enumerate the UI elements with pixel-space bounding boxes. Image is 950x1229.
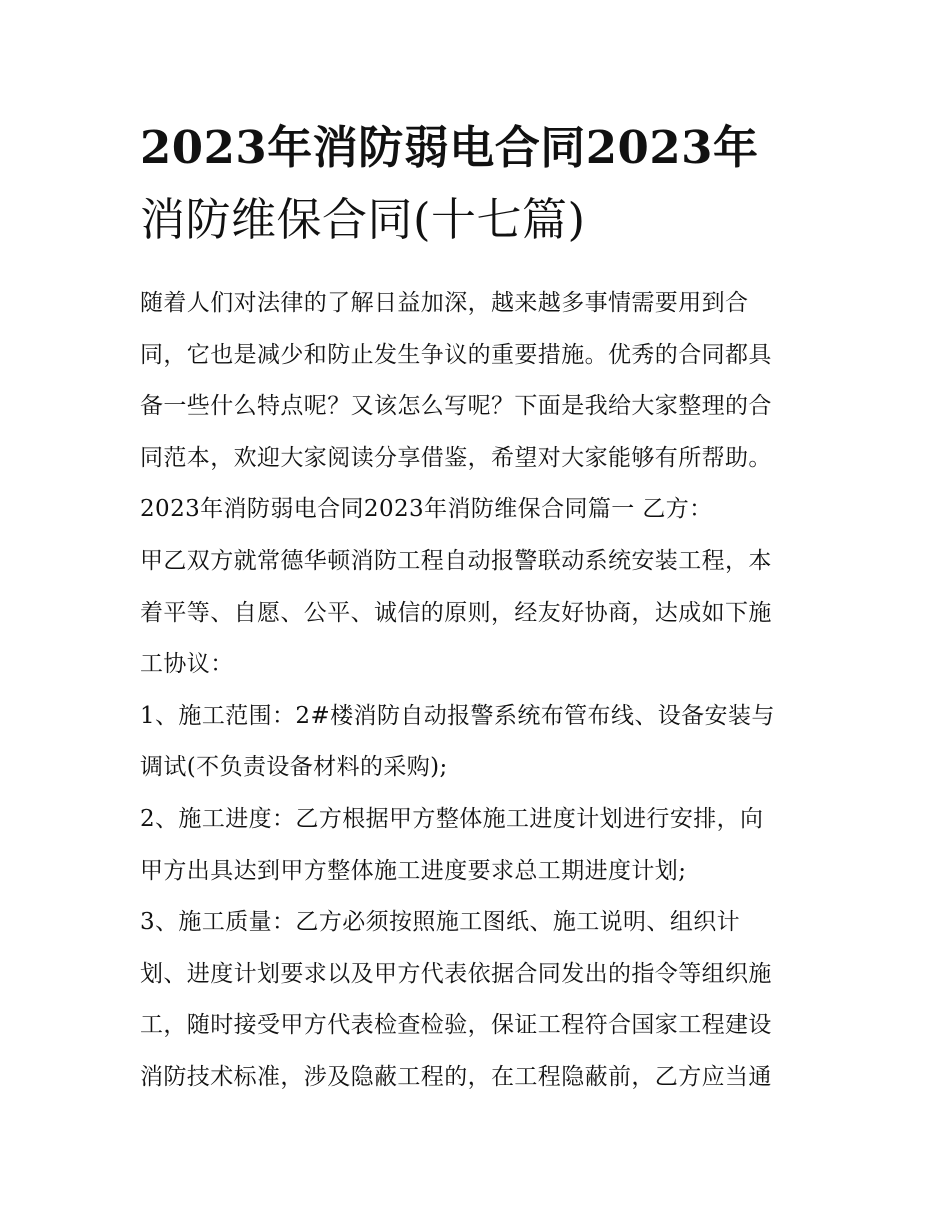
clause-line: 1、施工范围：2#楼消防自动报警系统布管布线、设备安装与 (140, 702, 775, 729)
clause-line: 3、施工质量：乙方必须按照施工图纸、施工说明、组织计 (140, 909, 741, 936)
body-line: 同范本，欢迎大家阅读分享借鉴，希望对大家能够有所帮助。 (140, 444, 772, 471)
body-line: 同，它也是减少和防止发生争议的重要措施。优秀的合同都具 (140, 341, 772, 368)
title-line-2: 消防维保合同(十七篇) (140, 193, 586, 246)
clause-line: 工，随时接受甲方代表检查检验，保证工程符合国家工程建设 (140, 1012, 772, 1039)
body-line: 随着人们对法律的了解日益加深，越来越多事情需要用到合 (140, 290, 749, 316)
document-body (140, 278, 820, 1104)
clause-line: 甲方出具达到甲方整体施工进度要求总工期进度计划; (140, 857, 687, 884)
body-line: 着平等、自愿、公平、诚信的原则，经友好协商，达成如下施 (140, 599, 772, 626)
clause-line: 调试(不负责设备材料的采购); (140, 754, 448, 781)
document-title (140, 112, 820, 256)
section-heading-line: 2023年消防弱电合同2023年消防维保合同篇一 乙方： (140, 496, 713, 523)
body-line: 备一些什么特点呢？又该怎么写呢？下面是我给大家整理的合 (140, 393, 772, 420)
clause-line: 划、进度计划要求以及甲方代表依据合同发出的指令等组织施 (140, 960, 772, 987)
clause-line: 2、施工进度：乙方根据甲方整体施工进度计划进行安排，向 (140, 805, 764, 832)
clause-line: 消防技术标准，涉及隐蔽工程的，在工程隐蔽前，乙方应当通 (140, 1063, 772, 1090)
body-line: 甲乙双方就常德华顿消防工程自动报警联动系统安装工程，本 (140, 547, 772, 574)
title-line-1: 2023年消防弱电合同2023年 (140, 121, 759, 174)
body-line: 工协议： (140, 651, 234, 678)
